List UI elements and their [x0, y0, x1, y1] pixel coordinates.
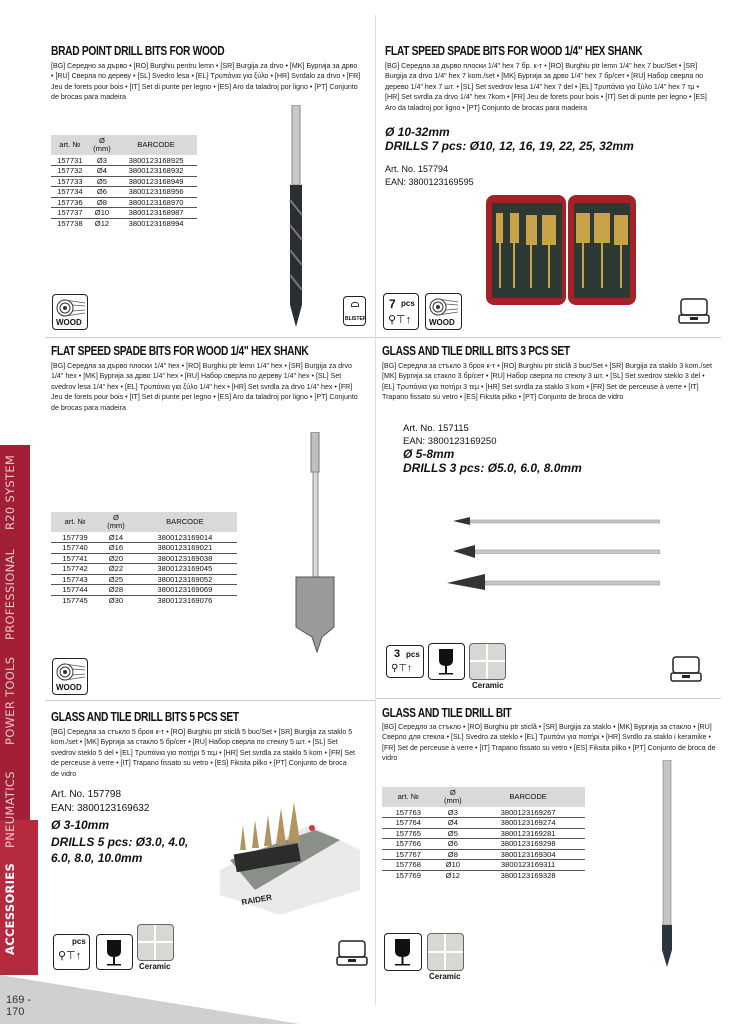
table-row: [51, 564, 237, 575]
ceramic-label: Ceramic: [429, 972, 461, 981]
barcode-cell: 3800123169274: [471, 818, 585, 829]
sidebar-item-accessories[interactable]: ACCESSORIES: [3, 862, 17, 955]
drill-tips-icon: ⚲⊤↑: [388, 314, 412, 326]
ceramic-label: Ceramic: [139, 962, 171, 971]
sidebar-item-r20-system[interactable]: R20 SYSTEM: [3, 454, 17, 530]
diameter-cell: Ø5: [89, 176, 115, 187]
blister-badge: [343, 296, 366, 326]
barcode-cell: 3800123168987: [115, 208, 197, 219]
blister-label: BLISTER: [345, 316, 367, 322]
wood-badge: [52, 294, 88, 330]
pieces-label: pcs: [406, 650, 420, 659]
glass-badge: [96, 934, 133, 970]
ceramic-tile-icon: [137, 924, 174, 961]
art-no-cell: 157769: [395, 871, 421, 880]
drill-tips-icon: ⚲⊤↑: [391, 663, 413, 674]
art-no-cell: 157740: [51, 543, 99, 554]
table-row: [382, 818, 585, 829]
spec-drills: DRILLS 3 pcs: Ø5.0, 6.0, 8.0mm: [403, 461, 582, 475]
diameter-cell: Ø8: [89, 197, 115, 208]
diameter-cell: Ø4: [435, 818, 472, 829]
wood-label: WOOD: [56, 683, 82, 692]
diameter-cell: Ø6: [89, 187, 115, 198]
diameter-cell: Ø20: [99, 553, 133, 564]
art-no-cell: 157739: [51, 532, 99, 543]
category-sidebar: [0, 0, 45, 1024]
pieces-label: pcs: [72, 937, 86, 946]
barcode-cell: 3800123168949: [115, 176, 197, 187]
spec-range: Ø 10-32mm: [385, 125, 450, 139]
spec-range: Ø 3-10mm: [51, 818, 110, 832]
wood-log-icon: [427, 296, 460, 318]
sidebar-item-power-tools[interactable]: POWER TOOLS: [3, 656, 17, 745]
col-art-no: art. №: [51, 135, 89, 155]
glass-drill-case-image: [220, 800, 360, 915]
section-divider: [45, 700, 375, 701]
barcode-cell: 3800123168956: [115, 187, 197, 198]
bottom-wedge: [0, 975, 300, 1024]
ean: EAN: 3800123169632: [51, 803, 150, 814]
art-no-cell: 157736: [51, 197, 89, 208]
table-row: [51, 155, 197, 166]
col-barcode: BARCODE: [133, 512, 237, 532]
wood-label: WOOD: [429, 318, 455, 327]
barcode-cell: 3800123169304: [471, 849, 585, 860]
ean: EAN: 3800123169250: [403, 436, 497, 447]
sidebar-item-pneumatics[interactable]: PNEUMATICS: [3, 771, 17, 848]
brand-label: RAIDER: [240, 892, 273, 907]
barcode-cell: 3800123169267: [471, 807, 585, 818]
wood-badge: [52, 658, 88, 695]
pieces-label: pcs: [401, 299, 415, 308]
spec-drills: DRILLS 5 pcs: Ø3.0, 4.0, 6.0, 8.0, 10.0mm: [51, 835, 189, 865]
art-no-cell: 157744: [51, 585, 99, 596]
product-description: [BG] Середла за дърво плоски 1/4" hex 7 бр. к-т • [RO] Burghiu ptr lemn 1/4" hex 7 buc/Set • [SR] Burgija za drvo 1/4" hex 7 kom./set • [MK] Бургија за дрво 1/4" hex 7 бр/сет • [RU] Набор сверла по дерево 1/4" hex 7 шт. • [SL] Set svedrov lesa 1/4" hex 7 del • [EL] Τρυπάνια για ξύλο 1/4" hex 7 τμ • [HR] Set svrdla za drvo 1/4" hex 7kom • [FR] Jeu de forets pour bois • [IT] Set di punte per legno • [ES] Aro da taladroj por ligno • [PT] Conjunto de brocas para madeira: [385, 62, 707, 112]
diameter-cell: Ø10: [89, 208, 115, 219]
art-no-cell: 157745: [62, 596, 88, 605]
art-no-cell: 157733: [51, 176, 89, 187]
spec-drills: DRILLS 7 pcs: Ø10, 12, 16, 19, 22, 25, 32mm: [385, 139, 634, 153]
glass-icon: [97, 935, 131, 969]
diameter-cell: Ø8: [435, 849, 472, 860]
table-row: [51, 187, 197, 198]
glass-icon: [385, 934, 420, 969]
spade-bit-set-image: [486, 193, 636, 308]
barcode-cell: 3800123169021: [133, 543, 237, 554]
barcode-cell: 3800123169052: [133, 574, 237, 585]
spade-bit-image: [290, 432, 340, 654]
diameter-cell: Ø22: [99, 564, 133, 575]
carry-case-icon: [669, 653, 703, 685]
art-no: Art. No. 157115: [403, 423, 469, 434]
ceramic-label: Ceramic: [472, 681, 504, 690]
section-divider: [376, 337, 721, 338]
blister-hanger-icon: [351, 302, 359, 307]
art-no-cell: 157763: [382, 807, 435, 818]
glass-badge: [428, 643, 465, 680]
product-table: [51, 135, 197, 229]
art-no-cell: 157768: [382, 860, 435, 871]
diameter-cell: Ø5: [435, 828, 472, 839]
art-no-cell: 157738: [57, 219, 83, 228]
section-divider: [376, 698, 721, 699]
pieces-badge: [383, 293, 419, 330]
col-diameter: Ø (mm): [435, 787, 472, 807]
diameter-cell: Ø10: [435, 860, 472, 871]
pieces-badge: [53, 934, 90, 970]
barcode-cell: 3800123168925: [115, 155, 197, 166]
diameter-cell: Ø6: [435, 839, 472, 850]
col-diameter: Ø (mm): [99, 512, 133, 532]
diameter-cell: Ø12: [445, 871, 461, 880]
table-row: [382, 860, 585, 871]
art-no: Art. No. 157798: [51, 789, 122, 800]
table-row: [51, 532, 237, 543]
table-row: [51, 176, 197, 187]
table-row: [382, 807, 585, 818]
glass-badge: [384, 933, 422, 971]
wood-label: WOOD: [56, 318, 82, 327]
barcode-cell: 3800123169076: [157, 596, 213, 605]
col-art-no: art. №: [382, 787, 435, 807]
art-no-cell: 157767: [382, 849, 435, 860]
art-no-cell: 157743: [51, 574, 99, 585]
product-title: GLASS AND TILE DRILL BIT: [382, 706, 512, 720]
product-title: GLASS AND TILE DRILL BITS 5 PCS SET: [51, 710, 239, 724]
glass-icon: [429, 644, 463, 678]
sidebar-item-professional[interactable]: PROFESSIONAL: [3, 548, 17, 640]
ean: EAN: 3800123169595: [385, 177, 474, 187]
table-row: [51, 585, 237, 596]
diameter-cell: Ø4: [89, 166, 115, 177]
diameter-cell: Ø14: [99, 532, 133, 543]
spec-range: Ø 5-8mm: [403, 447, 455, 461]
art-no-cell: 157737: [51, 208, 89, 219]
barcode-cell: 3800123169069: [133, 585, 237, 596]
glass-drill-set-image: [445, 510, 660, 590]
carry-case-icon: [677, 295, 711, 327]
barcode-cell: 3800123169045: [133, 564, 237, 575]
product-description: [BG] Середла за дърво плоски 1/4" hex • [RO] Burghiu ptr lemn 1/4" hex • [SR] Burgija za drvo 1/4" hex • [MK] Бургија за дрво 1/4" hex • [RU] Набор сверла по дереву 1/4" hex • [SL] Set svedrov lesa 1/4" hex • [EL] Τρυπάνια για ξύλο 1/4" hex • [HR] Set svrdla za drvo 1/4" hex • [FR] Jeu de forets pour bois • [IT] Set di punte per legno • [ES] Aro da taladroj por ligno • [PT] Conjunto de brocas para madeira: [51, 362, 358, 412]
table-row: [51, 166, 197, 177]
art-no-cell: 157764: [382, 818, 435, 829]
column-divider: [375, 15, 376, 1005]
table-row: [382, 849, 585, 860]
ceramic-tile-icon: [469, 643, 506, 680]
table-row: [382, 828, 585, 839]
product-description: [BG] Середно за дърво • [RO] Burghiu pentru lemn • [SR] Burgija za drvo • [MK] Бургија за дрво • [RU] Сверла по дереву • [SL] Svedro lesa • [EL] Τρυπάνια για ξύλο • [HR] Svrdalo za drvo • [FR] Jeu de forets pour bois • [IT] Set di punte per legno • [ES] Aro da taladroj por ligno • [PT] Conjunto de brocas para madeira: [51, 62, 361, 102]
art-no-cell: 157731: [51, 155, 89, 166]
diameter-cell: Ø16: [99, 543, 133, 554]
product-description: [BG] Середла за стъкло 3 броя к-т • [RO] Burghiu ptr sticlă 3 buc/Set • [SR] Burgija za staklo 3 kom./set [MK] Бургија за стакло 3 бр/сет • [RU] Набор сверла по стеклу 3 шт. • [SL] Set svedrov steklo 3 del • [EL] Τρυπάνια για ποτήρι 3 τεμ • [HR] Set svrdla za staklo 3 kom • [FR] Set de perceuse à verre • [IT] Trapano fissato su vetro • [ES] Fiksita pilko • [PT] Conjunto de broca de vidro: [382, 362, 712, 402]
barcode-cell: 3800123168970: [115, 197, 197, 208]
section-divider: [45, 337, 375, 338]
barcode-cell: 3800123169014: [133, 532, 237, 543]
product-title: FLAT SPEED SPADE BITS FOR WOOD 1/4" HEX SHANK: [51, 344, 309, 358]
wood-badge: [425, 293, 462, 330]
wood-log-icon: [54, 297, 87, 319]
art-no-cell: 157741: [51, 553, 99, 564]
brad-point-drill-image: [286, 105, 306, 330]
product-description: [BG] Середло за стъкло • [RO] Burghiu ptr sticlă • [SR] Burgija za staklo • [MK] Бургија за стакло • [RU] Сверло для стекла • [SL] Svedro za steklo • [EL] Τρυπάνι για ποτήρι • [HR] Svrdlo za staklo i keramike • [FR] Set de perceuse à verre • [IT] Trapano fissato su vetro • [ES] Fiksita pilko • [PT] Conjunto de broca de vidro: [382, 723, 716, 763]
page-numbers: 169 - 170: [6, 994, 32, 1018]
art-no-cell: 157732: [51, 166, 89, 177]
ceramic-tile-icon: [427, 933, 464, 971]
carry-case-icon: [335, 937, 369, 969]
art-no-cell: 157734: [51, 187, 89, 198]
col-barcode: BARCODE: [115, 135, 197, 155]
barcode-cell: 3800123169298: [471, 839, 585, 850]
table-row: [382, 870, 585, 881]
table-row: [51, 543, 237, 554]
art-no-cell: 157765: [382, 828, 435, 839]
pieces-count: 7: [389, 297, 396, 311]
wood-log-icon: [54, 661, 87, 683]
art-no: Art. No. 157794: [385, 164, 449, 174]
barcode-cell: 3800123169311: [471, 860, 585, 871]
table-row: [51, 208, 197, 219]
product-title: GLASS AND TILE DRILL BITS 3 PCS SET: [382, 344, 570, 358]
barcode-cell: 3800123169328: [500, 871, 556, 880]
drill-tips-icon: ⚲⊤↑: [58, 950, 82, 962]
product-description: [BG] Середла за стъкло 5 броя к-т • [RO] Burghiu ptr sticlă 5 buc/Set • [SR] Burgija za staklo 5 kom./set • [MK] Бургија за стакло 5 бр/сет • [RU] Набор сверла по стеклу 5 шт. • [SL] Set svedrov steklo 5 del • [EL] Τρυπάνια για ποτήρι 5 τεμ • [HR] Set svrdla za staklo 5 kom • [FR] Set de perceuse à verre • [IT] Trapano fissato su vetro • [ES] Fiksita pilko • [PT] Conjunto de broca de vidro: [51, 728, 355, 778]
art-no-cell: 157766: [382, 839, 435, 850]
pieces-count: 3: [394, 648, 401, 660]
diameter-cell: Ø3: [89, 155, 115, 166]
diameter-cell: Ø25: [99, 574, 133, 585]
product-table: [51, 512, 237, 606]
pieces-badge: [386, 645, 424, 678]
art-no-cell: 157742: [51, 564, 99, 575]
glass-drill-bit-image: [657, 760, 677, 970]
diameter-cell: Ø30: [108, 596, 124, 605]
diameter-cell: Ø28: [99, 585, 133, 596]
table-row: [51, 595, 237, 606]
col-barcode: BARCODE: [471, 787, 585, 807]
table-row: [51, 574, 237, 585]
table-row: [51, 218, 197, 229]
col-art-no: art. №: [51, 512, 99, 532]
diameter-cell: Ø3: [435, 807, 472, 818]
barcode-cell: 3800123168932: [115, 166, 197, 177]
product-title: FLAT SPEED SPADE BITS FOR WOOD 1/4" HEX SHANK: [385, 44, 643, 58]
table-row: [51, 197, 197, 208]
product-table: [382, 787, 585, 881]
barcode-cell: 3800123169038: [133, 553, 237, 564]
product-title: BRAD POINT DRILL BITS FOR WOOD: [51, 44, 225, 58]
col-diameter: Ø (mm): [89, 135, 115, 155]
barcode-cell: 3800123168994: [128, 219, 184, 228]
diameter-cell: Ø12: [94, 219, 110, 228]
table-row: [382, 839, 585, 850]
table-row: [51, 553, 237, 564]
barcode-cell: 3800123169281: [471, 828, 585, 839]
